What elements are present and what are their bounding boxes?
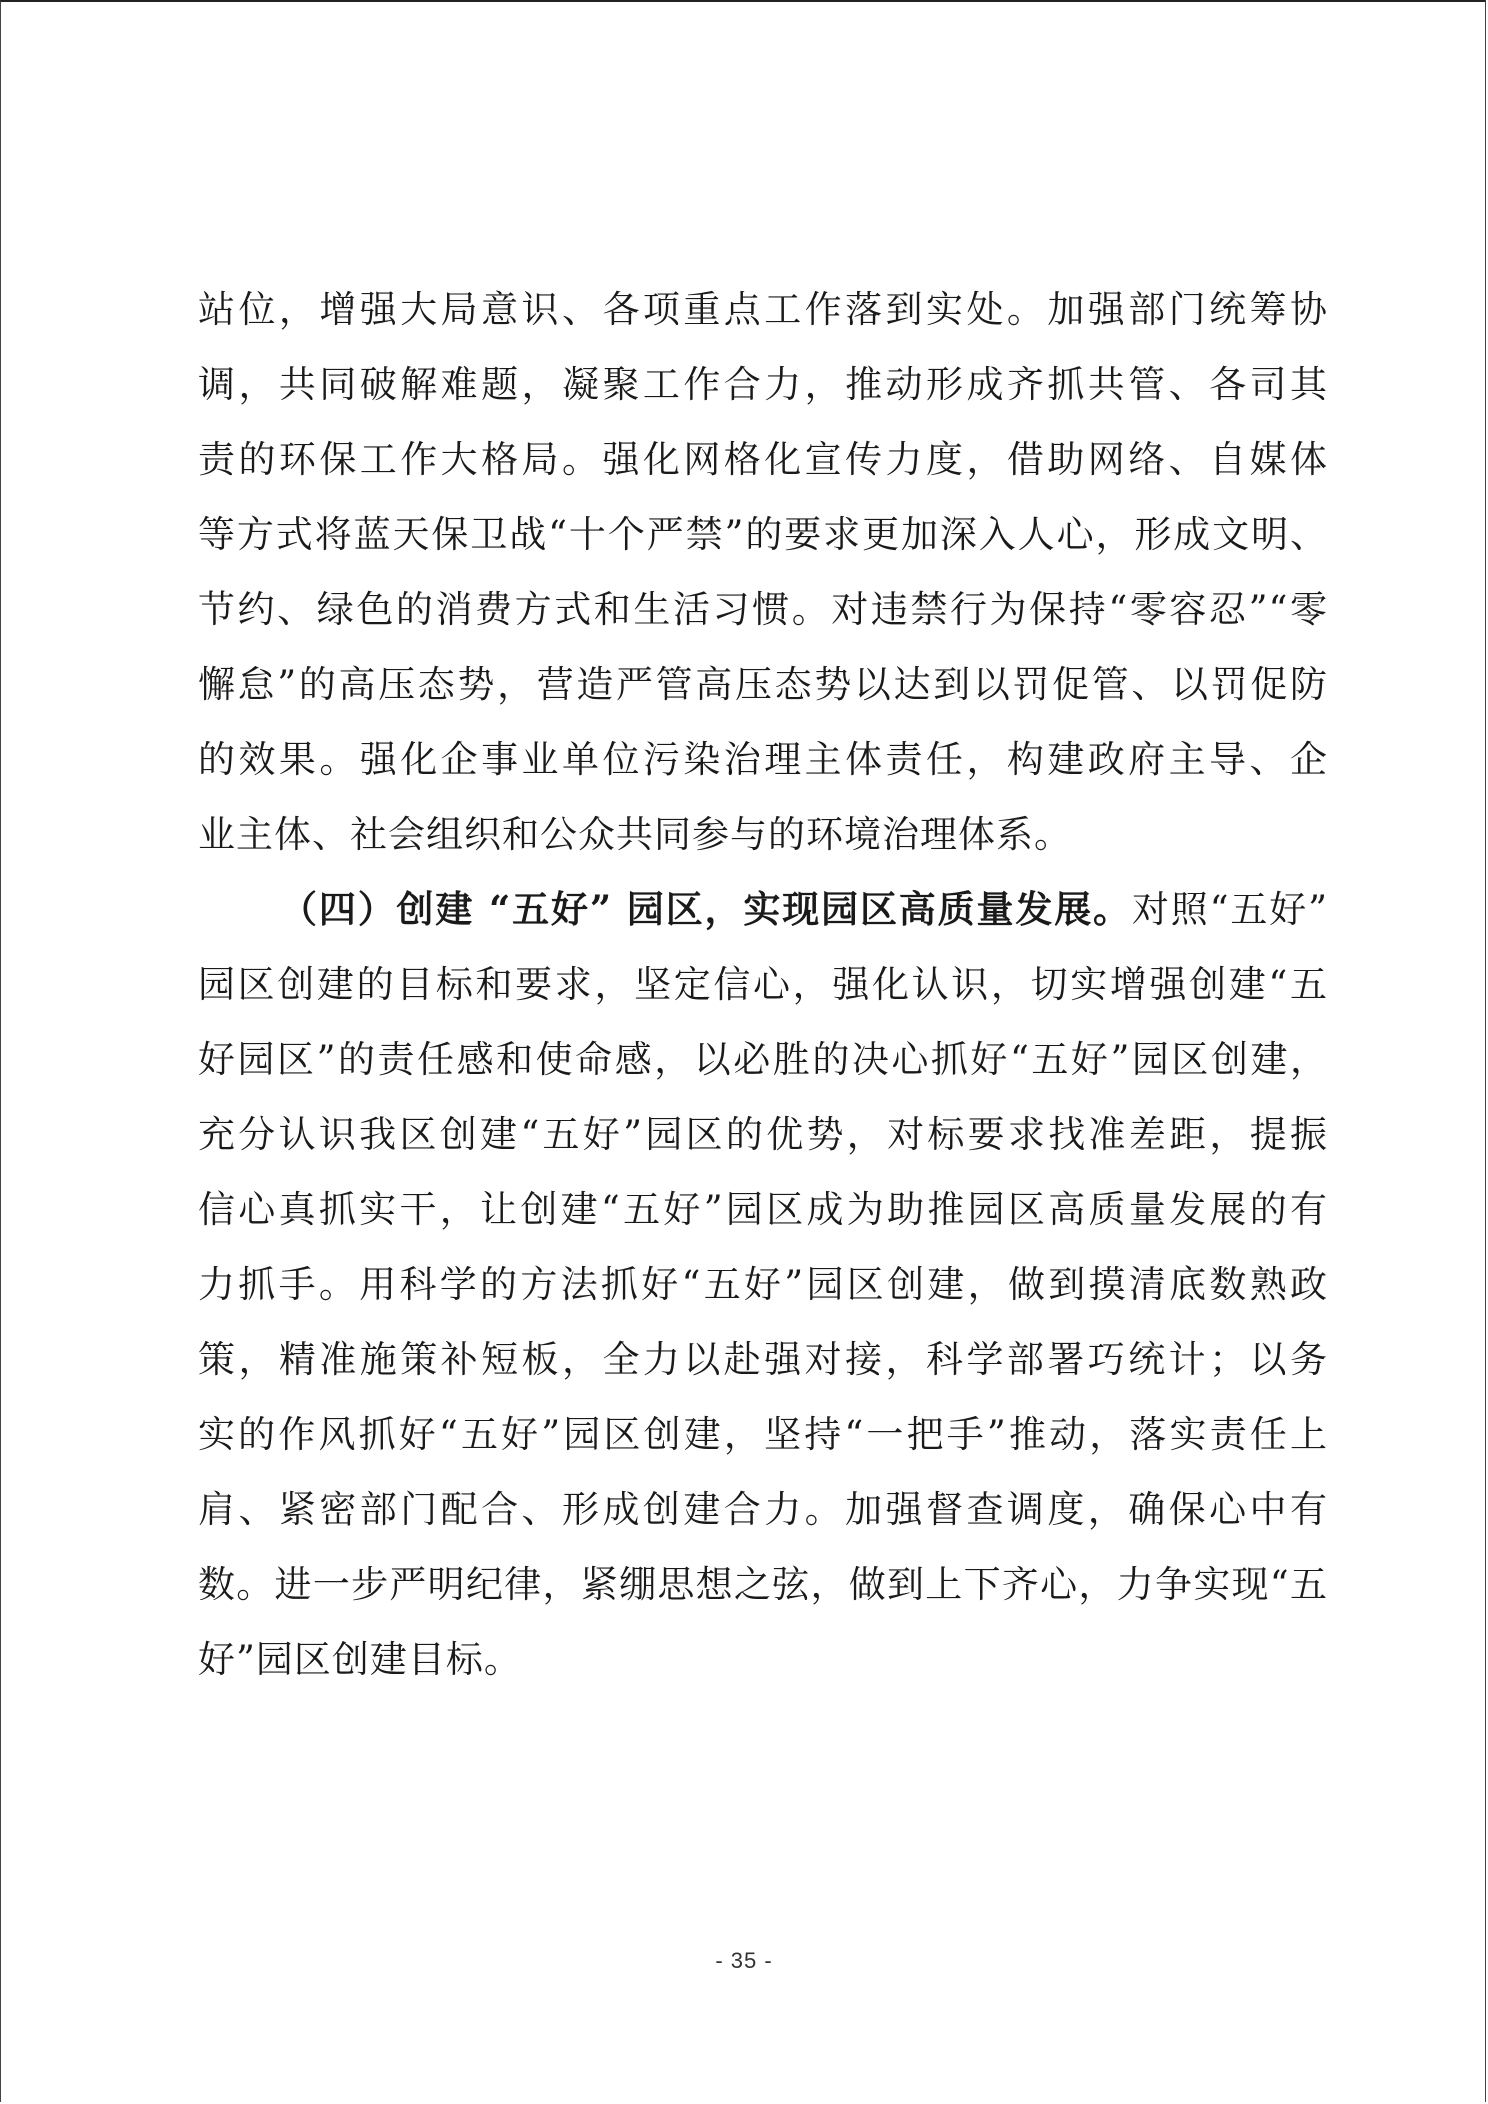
paragraph-line: 调，共同破解难题，凝聚工作合力，推动形成齐抓共管、各司其	[198, 363, 1328, 406]
paragraph-line: 实的作风抓好“五好”园区创建，坚持“一把手”推动，落实责任上	[198, 1413, 1328, 1456]
paragraph-line: 节约、绿色的消费方式和生活习惯。对违禁行为保持“零容忍”“零	[198, 588, 1328, 631]
paragraph-line: 力抓手。用科学的方法抓好“五好”园区创建，做到摸清底数熟政	[198, 1263, 1328, 1306]
section-heading-line	[198, 872, 1328, 947]
page-number: - 35 -	[715, 1948, 773, 1973]
paragraph-line: 等方式将蓝天保卫战“十个严禁”的要求更加深入人心，形成文明、	[198, 513, 1328, 556]
paragraph-line: 好园区”的责任感和使命感，以必胜的决心抓好“五好”园区创建，	[198, 1038, 1328, 1081]
paragraph-line: 的效果。强化企事业单位污染治理主体责任，构建政府主导、企	[198, 738, 1328, 781]
paragraph-line: 好”园区创建目标。	[198, 1638, 522, 1681]
paragraph-line: 策，精准施策补短板，全力以赴强对接，科学部署巧统计；以务	[198, 1338, 1328, 1381]
document-body	[198, 272, 1328, 1697]
paragraph-line: 站位，增强大局意识、各项重点工作落到实处。加强部门统筹协	[198, 288, 1328, 331]
paragraph-line: 责的环保工作大格局。强化网格化宣传力度，借助网络、自媒体	[198, 438, 1328, 481]
paragraph-line: 园区创建的目标和要求，坚定信心，强化认识，切实增强创建“五	[198, 963, 1328, 1006]
paragraph-line: 充分认识我区创建“五好”园区的优势，对标要求找准差距，提振	[198, 1113, 1328, 1156]
paragraph-line: 懈怠”的高压态势，营造严管高压态势以达到以罚促管、以罚促防	[198, 663, 1328, 706]
paragraph-line: 业主体、社会组织和公众共同参与的环境治理体系。	[198, 813, 1072, 856]
paragraph-line: 信心真抓实干，让创建“五好”园区成为助推园区高质量发展的有	[198, 1188, 1328, 1231]
heading-line-text: 对照“五好”	[1131, 888, 1328, 931]
section-heading: （四）创建 “五好” 园区，实现园区高质量发展。	[280, 887, 1132, 931]
paragraph-line: 肩、紧密部门配合、形成创建合力。加强督查调度，确保心中有	[198, 1488, 1328, 1531]
paragraph-line: 数。进一步严明纪律，紧绷思想之弦，做到上下齐心，力争实现“五	[198, 1563, 1328, 1606]
